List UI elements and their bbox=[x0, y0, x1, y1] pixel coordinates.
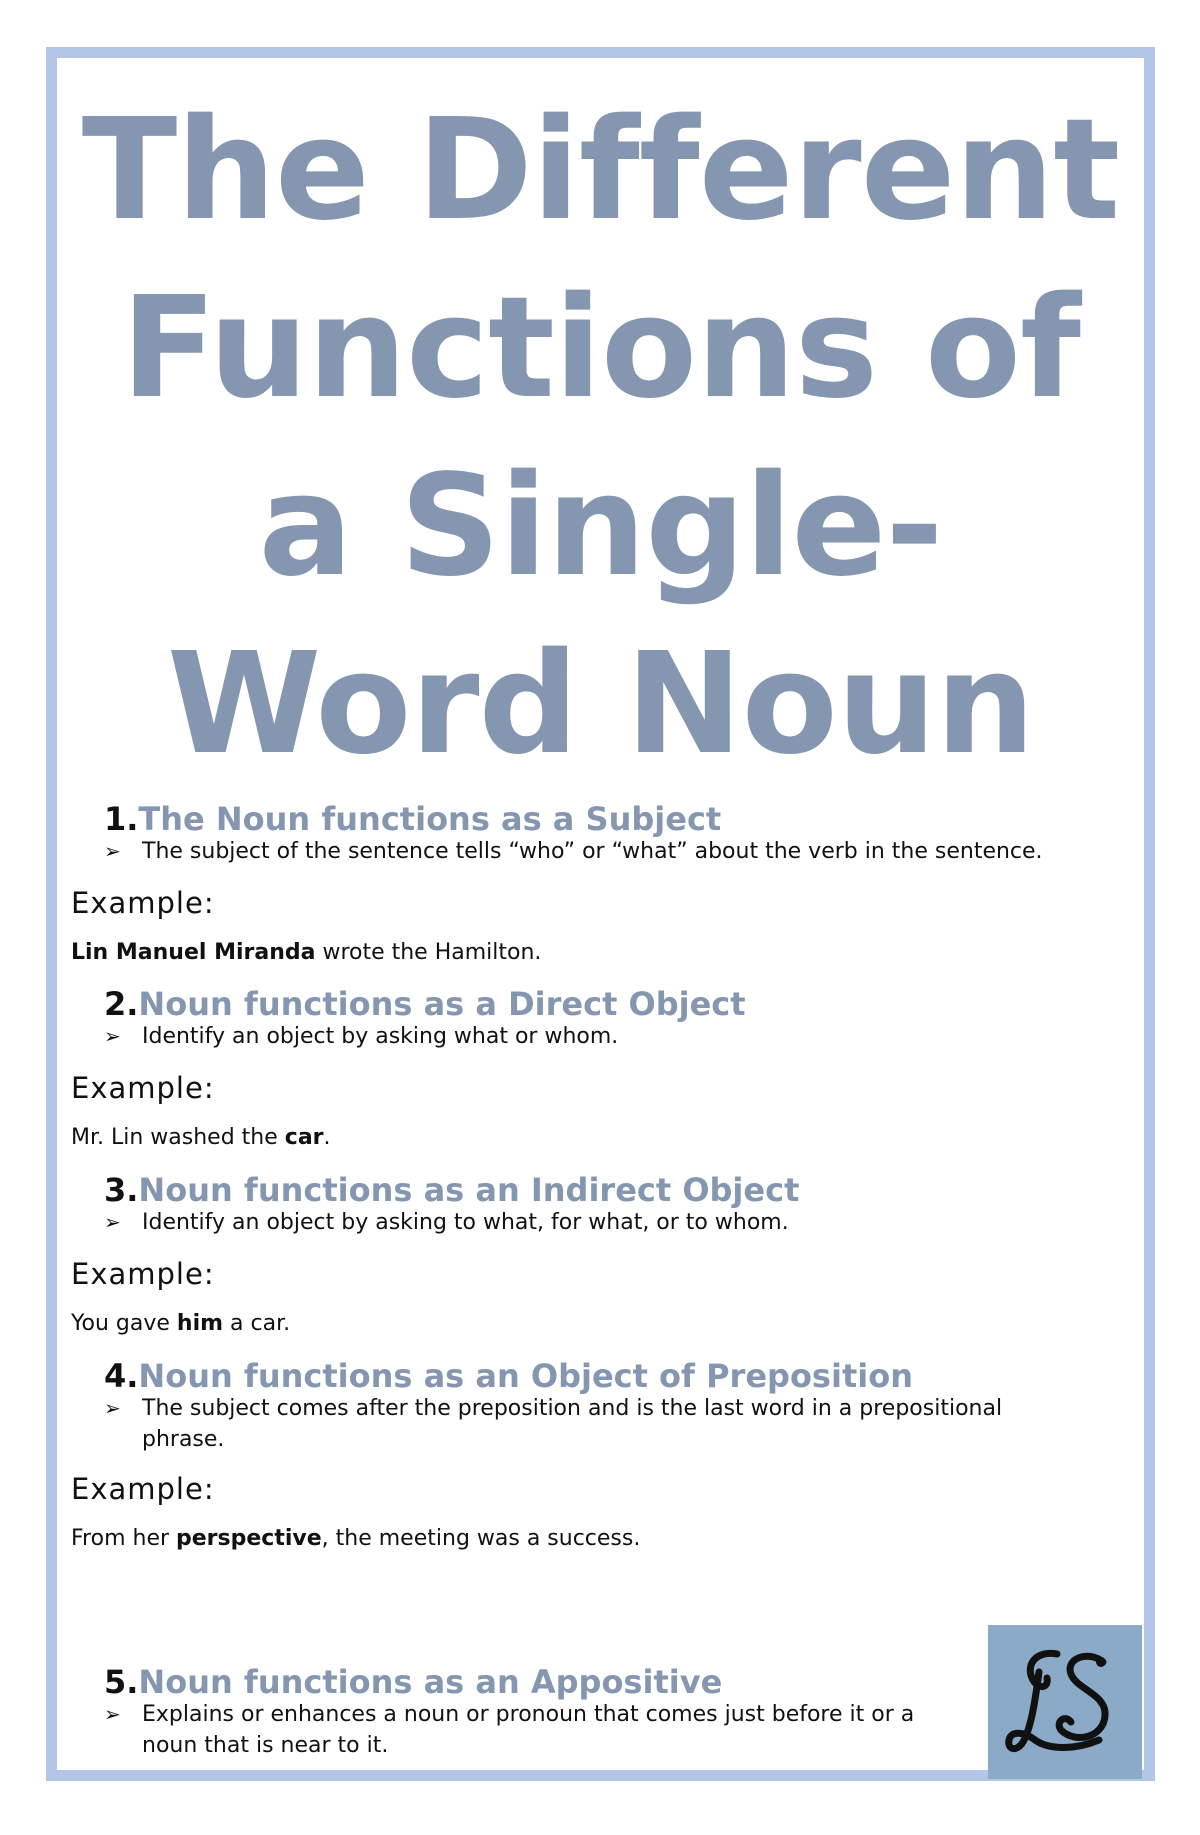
section-bullet bbox=[104, 1207, 1104, 1238]
arrow-bullet-icon: ➢ bbox=[104, 1024, 121, 1048]
example-label: Example: bbox=[71, 886, 215, 920]
section-number: 5. bbox=[104, 1663, 139, 1701]
section-heading-text: Noun functions as an Appositive bbox=[138, 1663, 723, 1701]
section-heading-text: The Noun functions as a Subject bbox=[138, 800, 722, 838]
section-number: 2. bbox=[104, 985, 139, 1023]
section-heading-text: Noun functions as an Object of Preposition bbox=[138, 1357, 913, 1395]
bullet-text: Explains or enhances a noun or pronoun that comes just before it or a noun that is near to it. bbox=[142, 1702, 915, 1758]
arrow-bullet-icon: ➢ bbox=[104, 1396, 121, 1420]
monogram-icon bbox=[995, 1632, 1135, 1772]
arrow-bullet-icon: ➢ bbox=[104, 1702, 121, 1726]
example-label: Example: bbox=[71, 1472, 215, 1506]
bullet-text: The subject comes after the preposition and is the last word in a prepositional phrase. bbox=[142, 1396, 1003, 1452]
section-heading bbox=[104, 984, 746, 1024]
section-heading bbox=[104, 1662, 722, 1702]
section-number: 4. bbox=[104, 1357, 139, 1395]
example-sentence: You gave him a car. bbox=[71, 1311, 291, 1336]
example-noun: Lin Manuel Miranda bbox=[71, 940, 316, 965]
example-label: Example: bbox=[71, 1071, 215, 1105]
page-title: The Different Functions of a Single-Word Noun bbox=[81, 89, 1120, 786]
ls-monogram-logo bbox=[988, 1625, 1142, 1779]
section-bullet bbox=[104, 1021, 1104, 1052]
example-noun: perspective bbox=[176, 1526, 322, 1551]
example-noun: car bbox=[284, 1125, 324, 1150]
section-number: 3. bbox=[104, 1171, 139, 1209]
example-sentence: Mr. Lin washed the car. bbox=[71, 1125, 331, 1150]
section-bullet bbox=[104, 1699, 974, 1761]
section-heading-text: Noun functions as an Indirect Object bbox=[138, 1171, 800, 1209]
section-heading-text: Noun functions as a Direct Object bbox=[138, 985, 746, 1023]
example-sentence: Lin Manuel Miranda wrote the Hamilton. bbox=[71, 940, 542, 965]
arrow-bullet-icon: ➢ bbox=[104, 1210, 121, 1234]
arrow-bullet-icon: ➢ bbox=[104, 839, 121, 863]
section-heading bbox=[104, 1356, 913, 1396]
example-label: Example: bbox=[71, 1257, 215, 1291]
bullet-text: Identify an object by asking what or whom. bbox=[142, 1024, 619, 1049]
section-heading bbox=[104, 799, 721, 839]
section-heading bbox=[104, 1170, 799, 1210]
bullet-text: Identify an object by asking to what, for what, or to whom. bbox=[142, 1210, 789, 1235]
section-number: 1. bbox=[104, 800, 139, 838]
bullet-text: The subject of the sentence tells “who” or “what” about the verb in the sentence. bbox=[142, 839, 1043, 864]
section-bullet bbox=[104, 1393, 1084, 1455]
example-sentence: From her perspective, the meeting was a success. bbox=[71, 1526, 641, 1551]
section-bullet bbox=[104, 836, 1104, 867]
example-noun: him bbox=[176, 1311, 224, 1336]
